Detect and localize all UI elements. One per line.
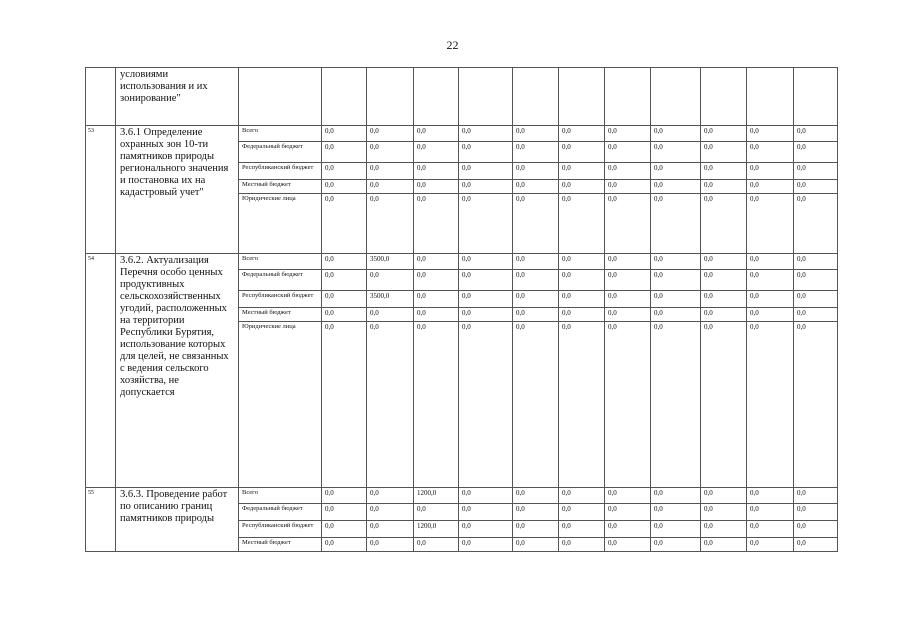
value-cell: 0,0 [794,322,838,488]
value-cell: 0,0 [513,504,559,521]
value-cell: 0,0 [559,504,605,521]
value-cell: 0,0 [459,270,513,291]
value-cell: 0,0 [605,194,651,254]
value-cell: 0,0 [367,504,414,521]
value-cell: 0,0 [701,180,747,194]
value-cell: 0,0 [651,521,701,538]
value-cell: 0,0 [367,194,414,254]
value-cell: 0,0 [513,538,559,552]
value-cell: 0,0 [559,270,605,291]
funding-source-cell: Республиканский бюджет [239,521,322,538]
value-cell: 0,0 [794,254,838,270]
value-cell: 0,0 [747,538,794,552]
value-cell: 3500,0 [367,291,414,308]
value-cell: 0,0 [605,538,651,552]
value-cell: 0,0 [513,194,559,254]
value-cell: 0,0 [701,194,747,254]
value-cell: 0,0 [459,322,513,488]
value-cell: 0,0 [367,308,414,322]
value-cell: 0,0 [651,270,701,291]
value-cell: 0,0 [459,538,513,552]
value-cell: 0,0 [701,126,747,142]
row-number-cell [86,68,116,126]
value-cell: 0,0 [322,180,367,194]
funding-source-cell: Республиканский бюджет [239,163,322,180]
value-cell: 0,0 [701,142,747,163]
value-cell: 0,0 [794,488,838,504]
value-cell: 0,0 [414,180,459,194]
value-cell: 0,0 [747,194,794,254]
value-cell: 0,0 [513,142,559,163]
value-cell: 0,0 [701,322,747,488]
row-number-cell: 55 [86,488,116,552]
value-cell: 0,0 [651,194,701,254]
funding-source-cell: Всего [239,254,322,270]
value-cell: 0,0 [559,521,605,538]
value-cell: 0,0 [322,322,367,488]
value-cell: 0,0 [459,488,513,504]
value-cell: 0,0 [747,270,794,291]
value-cell: 0,0 [459,308,513,322]
funding-source-cell: Всего [239,126,322,142]
value-cell: 0,0 [794,180,838,194]
value-cell: 0,0 [322,504,367,521]
empty-cell [747,68,794,126]
value-cell: 0,0 [605,142,651,163]
value-cell: 0,0 [459,163,513,180]
value-cell: 0,0 [322,488,367,504]
value-cell: 0,0 [701,163,747,180]
value-cell: 0,0 [747,254,794,270]
value-cell: 0,0 [367,322,414,488]
value-cell: 0,0 [794,308,838,322]
value-cell: 0,0 [605,291,651,308]
value-cell: 0,0 [747,322,794,488]
value-cell: 0,0 [513,180,559,194]
value-cell: 0,0 [322,142,367,163]
value-cell: 0,0 [414,163,459,180]
funding-source-cell: Федеральный бюджет [239,270,322,291]
value-cell: 0,0 [794,504,838,521]
activity-name-cell: условиями использования и их зонирование" [116,68,239,126]
value-cell: 0,0 [459,126,513,142]
table-row [86,254,838,270]
value-cell: 0,0 [367,488,414,504]
value-cell: 0,0 [322,538,367,552]
value-cell: 0,0 [414,142,459,163]
value-cell: 0,0 [747,163,794,180]
empty-cell [459,68,513,126]
value-cell: 0,0 [414,504,459,521]
value-cell: 0,0 [651,254,701,270]
funding-source-cell: Всего [239,488,322,504]
value-cell: 0,0 [605,180,651,194]
value-cell: 0,0 [559,538,605,552]
value-cell: 0,0 [559,254,605,270]
value-cell: 0,0 [559,488,605,504]
row-number-cell: 53 [86,126,116,254]
value-cell: 0,0 [559,291,605,308]
value-cell: 0,0 [605,163,651,180]
value-cell: 0,0 [794,142,838,163]
page-number: 22 [446,38,459,52]
value-cell: 0,0 [367,163,414,180]
value-cell: 0,0 [459,180,513,194]
value-cell: 0,0 [651,488,701,504]
value-cell: 0,0 [322,291,367,308]
value-cell: 0,0 [322,308,367,322]
value-cell: 0,0 [701,291,747,308]
value-cell: 0,0 [414,322,459,488]
value-cell: 0,0 [559,163,605,180]
value-cell: 0,0 [513,521,559,538]
value-cell: 0,0 [794,538,838,552]
value-cell: 0,0 [605,254,651,270]
value-cell: 0,0 [747,126,794,142]
value-cell: 0,0 [651,504,701,521]
value-cell: 1200,0 [414,488,459,504]
table-row [86,126,838,142]
value-cell: 0,0 [794,270,838,291]
value-cell: 0,0 [367,180,414,194]
value-cell: 0,0 [513,488,559,504]
value-cell: 0,0 [747,180,794,194]
funding-source-cell: Федеральный бюджет [239,504,322,521]
value-cell: 0,0 [701,488,747,504]
budget-table [85,67,838,552]
table-row-continuation [86,68,838,126]
value-cell: 0,0 [794,194,838,254]
funding-source-cell: Юридические лица [239,322,322,488]
value-cell: 0,0 [513,163,559,180]
empty-cell [559,68,605,126]
funding-source-cell: Местный бюджет [239,308,322,322]
value-cell: 0,0 [794,521,838,538]
value-cell: 0,0 [559,322,605,488]
value-cell: 0,0 [747,488,794,504]
value-cell: 0,0 [651,180,701,194]
value-cell: 0,0 [747,291,794,308]
value-cell: 0,0 [414,126,459,142]
empty-cell [322,68,367,126]
value-cell: 0,0 [513,254,559,270]
value-cell: 0,0 [322,254,367,270]
value-cell: 0,0 [605,488,651,504]
value-cell: 0,0 [513,270,559,291]
value-cell: 0,0 [701,521,747,538]
value-cell: 1200,0 [414,521,459,538]
empty-cell [701,68,747,126]
value-cell: 0,0 [559,194,605,254]
value-cell: 0,0 [559,180,605,194]
value-cell: 0,0 [701,254,747,270]
value-cell: 0,0 [651,538,701,552]
value-cell: 0,0 [459,142,513,163]
row-number-cell: 54 [86,254,116,488]
value-cell: 0,0 [459,194,513,254]
value-cell: 0,0 [459,521,513,538]
value-cell: 0,0 [559,126,605,142]
value-cell: 0,0 [459,504,513,521]
empty-cell [513,68,559,126]
value-cell: 0,0 [559,142,605,163]
funding-source-cell: Республиканский бюджет [239,291,322,308]
value-cell: 0,0 [414,254,459,270]
value-cell: 0,0 [367,142,414,163]
value-cell: 0,0 [605,521,651,538]
value-cell: 0,0 [651,291,701,308]
value-cell: 0,0 [414,291,459,308]
table-row [86,488,838,504]
value-cell: 0,0 [513,322,559,488]
value-cell: 0,0 [414,538,459,552]
value-cell: 0,0 [651,126,701,142]
value-cell: 0,0 [367,126,414,142]
empty-cell [651,68,701,126]
value-cell: 0,0 [367,521,414,538]
value-cell: 0,0 [513,308,559,322]
empty-cell [239,68,322,126]
value-cell: 0,0 [701,308,747,322]
value-cell: 0,0 [747,308,794,322]
activity-name-cell: 3.6.2. Актуализация Перечня особо ценных продуктивных сельскохозяйственных угодий, расположенных на территории Республики Бурятия, использование которых для целей, не связанных с ведения сельского хозяйства, не допускается [116,254,239,488]
value-cell: 0,0 [605,308,651,322]
value-cell: 0,0 [513,126,559,142]
value-cell: 0,0 [651,142,701,163]
value-cell: 0,0 [701,504,747,521]
value-cell: 0,0 [651,322,701,488]
value-cell: 0,0 [605,270,651,291]
funding-source-cell: Местный бюджет [239,180,322,194]
value-cell: 0,0 [794,291,838,308]
funding-source-cell: Федеральный бюджет [239,142,322,163]
funding-source-cell: Юридические лица [239,194,322,254]
value-cell: 0,0 [651,308,701,322]
value-cell: 0,0 [322,270,367,291]
value-cell: 3500,0 [367,254,414,270]
value-cell: 0,0 [414,270,459,291]
value-cell: 0,0 [605,126,651,142]
activity-name-cell: 3.6.3. Проведение работ по описанию границ памятников природы [116,488,239,552]
empty-cell [605,68,651,126]
empty-cell [794,68,838,126]
value-cell: 0,0 [559,308,605,322]
value-cell: 0,0 [414,308,459,322]
value-cell: 0,0 [513,291,559,308]
value-cell: 0,0 [747,142,794,163]
value-cell: 0,0 [367,270,414,291]
value-cell: 0,0 [367,538,414,552]
value-cell: 0,0 [794,126,838,142]
value-cell: 0,0 [747,504,794,521]
value-cell: 0,0 [605,322,651,488]
value-cell: 0,0 [701,270,747,291]
value-cell: 0,0 [651,163,701,180]
empty-cell [414,68,459,126]
value-cell: 0,0 [747,521,794,538]
value-cell: 0,0 [459,291,513,308]
value-cell: 0,0 [794,163,838,180]
value-cell: 0,0 [322,163,367,180]
value-cell: 0,0 [322,194,367,254]
empty-cell [367,68,414,126]
value-cell: 0,0 [322,521,367,538]
value-cell: 0,0 [605,504,651,521]
value-cell: 0,0 [459,254,513,270]
funding-source-cell: Местный бюджет [239,538,322,552]
value-cell: 0,0 [322,126,367,142]
value-cell: 0,0 [701,538,747,552]
table-body [86,68,838,552]
value-cell: 0,0 [414,194,459,254]
activity-name-cell: 3.6.1 Определение охранных зон 10-ти памятников природы регионального значения и постановка их на кадастровый учет" [116,126,239,254]
